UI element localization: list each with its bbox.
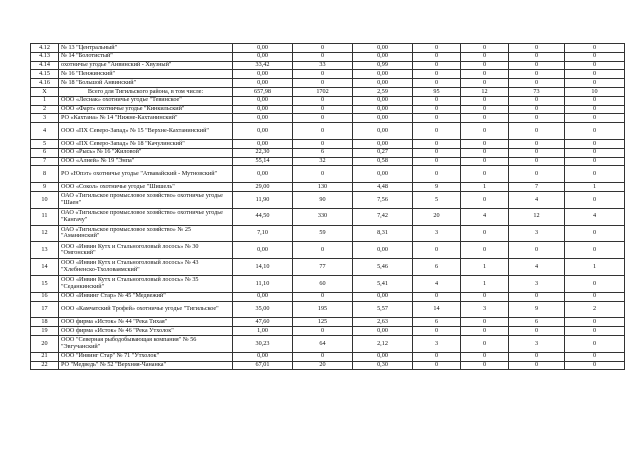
value-cell: 0,00 bbox=[233, 52, 293, 61]
row-name: ООО «Алней» № 19 "Энпа" bbox=[59, 157, 233, 166]
value-cell: 0,00 bbox=[353, 327, 413, 336]
value-cell: 0 bbox=[413, 148, 461, 157]
value-cell: 0,00 bbox=[353, 52, 413, 61]
value-cell: 0 bbox=[565, 52, 625, 61]
row-number: 3 bbox=[31, 114, 59, 123]
value-cell: 29,00 bbox=[233, 183, 293, 192]
table-row bbox=[31, 301, 625, 318]
data-table bbox=[30, 43, 625, 370]
value-cell: 0,00 bbox=[353, 292, 413, 301]
table-row bbox=[31, 44, 625, 53]
value-cell: 0 bbox=[565, 105, 625, 114]
value-cell: 0 bbox=[565, 79, 625, 88]
value-cell: 0 bbox=[461, 225, 509, 242]
document-page bbox=[30, 43, 624, 370]
value-cell: 11,90 bbox=[233, 191, 293, 208]
value-cell: 9 bbox=[509, 301, 565, 318]
value-cell: 6 bbox=[293, 148, 353, 157]
value-cell: 0,00 bbox=[353, 44, 413, 53]
value-cell: 0,00 bbox=[353, 123, 413, 140]
row-number: 10 bbox=[31, 191, 59, 208]
value-cell: 0,00 bbox=[233, 242, 293, 259]
value-cell: 0 bbox=[509, 105, 565, 114]
row-name: ООО «Инвин Кутх и Стальноголовый лосось» № 43 "Хлебненско-Тхоловаямский" bbox=[59, 259, 233, 276]
value-cell: 0 bbox=[413, 352, 461, 361]
row-number: 4 bbox=[31, 123, 59, 140]
value-cell: 0 bbox=[461, 139, 509, 148]
value-cell: 0 bbox=[293, 327, 353, 336]
value-cell: 9 bbox=[413, 183, 461, 192]
value-cell: 0,00 bbox=[233, 352, 293, 361]
value-cell: 0,00 bbox=[233, 166, 293, 183]
value-cell: 3 bbox=[509, 225, 565, 242]
value-cell: 20 bbox=[293, 361, 353, 370]
value-cell: 5 bbox=[413, 191, 461, 208]
value-cell: 3 bbox=[509, 335, 565, 352]
value-cell: 0,00 bbox=[233, 114, 293, 123]
value-cell: 0 bbox=[565, 361, 625, 370]
value-cell: 0 bbox=[509, 52, 565, 61]
value-cell: 0 bbox=[509, 114, 565, 123]
table-row bbox=[31, 96, 625, 105]
value-cell: 0 bbox=[461, 61, 509, 70]
value-cell: 0,99 bbox=[353, 61, 413, 70]
row-number: 1 bbox=[31, 96, 59, 105]
value-cell: 0 bbox=[413, 96, 461, 105]
row-number: 21 bbox=[31, 352, 59, 361]
value-cell: 0 bbox=[461, 352, 509, 361]
value-cell: 4 bbox=[565, 208, 625, 225]
value-cell: 44,50 bbox=[233, 208, 293, 225]
table-row bbox=[31, 114, 625, 123]
value-cell: 0 bbox=[509, 123, 565, 140]
value-cell: 4,48 bbox=[353, 183, 413, 192]
value-cell: 4 bbox=[509, 191, 565, 208]
row-name: ООО «Фарт» охотничье угодье "Кинкильский" bbox=[59, 105, 233, 114]
value-cell: 2,63 bbox=[353, 318, 413, 327]
value-cell: 0 bbox=[509, 352, 565, 361]
row-number: 19 bbox=[31, 327, 59, 336]
value-cell: 0 bbox=[413, 44, 461, 53]
row-number: 2 bbox=[31, 105, 59, 114]
value-cell: 0 bbox=[461, 70, 509, 79]
row-number: 4.14 bbox=[31, 61, 59, 70]
value-cell: 0 bbox=[293, 114, 353, 123]
table-row bbox=[31, 123, 625, 140]
row-name: ООО фирма «Исток» № 46 "Река Утхолок" bbox=[59, 327, 233, 336]
value-cell: 4 bbox=[509, 259, 565, 276]
value-cell: 657,98 bbox=[233, 87, 293, 96]
value-cell: 0 bbox=[413, 166, 461, 183]
value-cell: 330 bbox=[293, 208, 353, 225]
value-cell: 0 bbox=[565, 123, 625, 140]
row-name: ООО «ПХ Северо-Запад» № 18 "Качулинский" bbox=[59, 139, 233, 148]
value-cell: 3 bbox=[509, 275, 565, 292]
value-cell: 11,10 bbox=[233, 275, 293, 292]
value-cell: 33,42 bbox=[233, 61, 293, 70]
row-name: ООО «Инвин Кутх и Стальноголовый лосось» № 30 "Омгонский" bbox=[59, 242, 233, 259]
value-cell: 32 bbox=[293, 157, 353, 166]
row-number: 4.12 bbox=[31, 44, 59, 53]
table-row bbox=[31, 79, 625, 88]
value-cell: 0 bbox=[461, 123, 509, 140]
table-row bbox=[31, 242, 625, 259]
value-cell: 0 bbox=[565, 292, 625, 301]
value-cell: 0 bbox=[565, 191, 625, 208]
value-cell: 0,00 bbox=[353, 105, 413, 114]
row-name: ООО "Северная рыбодобывающая компания" № 56 "Эвгучанский" bbox=[59, 335, 233, 352]
value-cell: 0 bbox=[509, 148, 565, 157]
value-cell: 4 bbox=[413, 275, 461, 292]
table-row bbox=[31, 208, 625, 225]
value-cell: 0,00 bbox=[233, 105, 293, 114]
row-name: ООО «Рысь» № 16 "Жиловой" bbox=[59, 148, 233, 157]
value-cell: 6 bbox=[413, 259, 461, 276]
value-cell: 0,00 bbox=[233, 292, 293, 301]
value-cell: 0 bbox=[565, 275, 625, 292]
value-cell: 7 bbox=[509, 183, 565, 192]
value-cell: 0 bbox=[509, 61, 565, 70]
value-cell: 0,00 bbox=[353, 352, 413, 361]
value-cell: 0 bbox=[461, 52, 509, 61]
value-cell: 0 bbox=[461, 327, 509, 336]
table-row bbox=[31, 352, 625, 361]
value-cell: 0 bbox=[509, 327, 565, 336]
table-row bbox=[31, 105, 625, 114]
value-cell: 0,00 bbox=[353, 79, 413, 88]
row-name: РО «Кахтана» № 14 "Нижне-Кахтанинский" bbox=[59, 114, 233, 123]
value-cell: 1,00 bbox=[233, 327, 293, 336]
value-cell: 3 bbox=[413, 225, 461, 242]
value-cell: 0 bbox=[509, 157, 565, 166]
row-name: ООО «Камчатский Трофей» охотничье угодье "Тигильское" bbox=[59, 301, 233, 318]
value-cell: 0 bbox=[293, 352, 353, 361]
value-cell: 0,00 bbox=[353, 166, 413, 183]
value-cell: 5,57 bbox=[353, 301, 413, 318]
row-name: ООО «Сокол» охотничье угодье "Шишель" bbox=[59, 183, 233, 192]
value-cell: 0,00 bbox=[233, 123, 293, 140]
value-cell: 0 bbox=[565, 225, 625, 242]
value-cell: 0,00 bbox=[233, 70, 293, 79]
row-number: X bbox=[31, 87, 59, 96]
row-name: ОАО «Тигильское промысловое хозяйство» № 25 "Аманинский" bbox=[59, 225, 233, 242]
value-cell: 6 bbox=[413, 318, 461, 327]
value-cell: 0 bbox=[461, 242, 509, 259]
value-cell: 0,00 bbox=[233, 79, 293, 88]
value-cell: 0 bbox=[565, 166, 625, 183]
value-cell: 0 bbox=[413, 79, 461, 88]
table-row bbox=[31, 335, 625, 352]
value-cell: 47,60 bbox=[233, 318, 293, 327]
value-cell: 0 bbox=[565, 318, 625, 327]
row-name: ООО «ПХ Северо-Запад» № 15 "Верхне-Кахтанинский" bbox=[59, 123, 233, 140]
value-cell: 0 bbox=[461, 96, 509, 105]
row-name: ООО «Леснак» охотничье угодье "Тевинское" bbox=[59, 96, 233, 105]
table-row bbox=[31, 292, 625, 301]
row-number: 7 bbox=[31, 157, 59, 166]
value-cell: 5,46 bbox=[353, 259, 413, 276]
value-cell: 0 bbox=[461, 292, 509, 301]
value-cell: 35,00 bbox=[233, 301, 293, 318]
value-cell: 0 bbox=[565, 148, 625, 157]
value-cell: 0 bbox=[293, 139, 353, 148]
row-number: 22 bbox=[31, 361, 59, 370]
value-cell: 7,10 bbox=[233, 225, 293, 242]
value-cell: 0 bbox=[293, 70, 353, 79]
value-cell: 14,10 bbox=[233, 259, 293, 276]
table-row bbox=[31, 259, 625, 276]
value-cell: 0 bbox=[413, 139, 461, 148]
table-row bbox=[31, 52, 625, 61]
value-cell: 2,12 bbox=[353, 335, 413, 352]
value-cell: 0 bbox=[413, 361, 461, 370]
value-cell: 2 bbox=[565, 301, 625, 318]
value-cell: 60 bbox=[293, 275, 353, 292]
value-cell: 95 bbox=[413, 87, 461, 96]
value-cell: 0 bbox=[509, 44, 565, 53]
table-row bbox=[31, 139, 625, 148]
value-cell: 20 bbox=[413, 208, 461, 225]
row-number: 14 bbox=[31, 259, 59, 276]
row-name: охотничье угодье "Анвинский - Хвузный" bbox=[59, 61, 233, 70]
value-cell: 64 bbox=[293, 335, 353, 352]
value-cell: 130 bbox=[293, 183, 353, 192]
table-row bbox=[31, 361, 625, 370]
value-cell: 6 bbox=[509, 318, 565, 327]
value-cell: 0,00 bbox=[233, 96, 293, 105]
value-cell: 0 bbox=[461, 105, 509, 114]
value-cell: 55,14 bbox=[233, 157, 293, 166]
value-cell: 0 bbox=[413, 105, 461, 114]
value-cell: 0 bbox=[565, 352, 625, 361]
value-cell: 1 bbox=[461, 259, 509, 276]
row-number: 20 bbox=[31, 335, 59, 352]
row-number: 4.13 bbox=[31, 52, 59, 61]
value-cell: 0 bbox=[565, 44, 625, 53]
value-cell: 7,56 bbox=[353, 191, 413, 208]
value-cell: 0 bbox=[293, 105, 353, 114]
value-cell: 195 bbox=[293, 301, 353, 318]
value-cell: 7,42 bbox=[353, 208, 413, 225]
value-cell: 1 bbox=[461, 183, 509, 192]
value-cell: 0 bbox=[413, 52, 461, 61]
row-name: ООО «Инвинг Стар» № 45 "Медвежий" bbox=[59, 292, 233, 301]
value-cell: 0 bbox=[293, 79, 353, 88]
row-name: № 16 "Пенжинский" bbox=[59, 70, 233, 79]
value-cell: 22,30 bbox=[233, 148, 293, 157]
row-name: ООО фирма «Исток» № 44 "Река Тихая" bbox=[59, 318, 233, 327]
value-cell: 0 bbox=[413, 157, 461, 166]
table-row bbox=[31, 225, 625, 242]
value-cell: 0 bbox=[413, 61, 461, 70]
table-body bbox=[31, 44, 625, 370]
value-cell: 14 bbox=[413, 301, 461, 318]
value-cell: 12 bbox=[461, 87, 509, 96]
value-cell: 0 bbox=[413, 70, 461, 79]
value-cell: 30,23 bbox=[233, 335, 293, 352]
value-cell: 0 bbox=[461, 157, 509, 166]
table-row bbox=[31, 87, 625, 96]
value-cell: 0,00 bbox=[353, 139, 413, 148]
value-cell: 4 bbox=[461, 208, 509, 225]
row-number: 16 bbox=[31, 292, 59, 301]
value-cell: 0 bbox=[565, 157, 625, 166]
row-name: ОАО «Тигильское промысловое хозяйство» охотничье угодье "Шаен" bbox=[59, 191, 233, 208]
value-cell: 0 bbox=[293, 96, 353, 105]
row-number: 13 bbox=[31, 242, 59, 259]
row-number: 15 bbox=[31, 275, 59, 292]
row-name: РО "Медведь" № 52 "Верхняя-Чананка" bbox=[59, 361, 233, 370]
row-name: № 14 "Болотистый" bbox=[59, 52, 233, 61]
row-number: 17 bbox=[31, 301, 59, 318]
value-cell: 0 bbox=[293, 292, 353, 301]
row-number: 5 bbox=[31, 139, 59, 148]
table-row bbox=[31, 327, 625, 336]
row-name: № 18 "Большой Анвинский" bbox=[59, 79, 233, 88]
value-cell: 0,00 bbox=[233, 139, 293, 148]
value-cell: 59 bbox=[293, 225, 353, 242]
value-cell: 0 bbox=[413, 123, 461, 140]
value-cell: 1 bbox=[565, 183, 625, 192]
table-row bbox=[31, 61, 625, 70]
value-cell: 0 bbox=[565, 242, 625, 259]
table-row bbox=[31, 157, 625, 166]
value-cell: 0 bbox=[413, 292, 461, 301]
value-cell: 0,27 bbox=[353, 148, 413, 157]
value-cell: 0 bbox=[565, 96, 625, 105]
row-number: 8 bbox=[31, 166, 59, 183]
value-cell: 0 bbox=[461, 166, 509, 183]
table-row bbox=[31, 191, 625, 208]
value-cell: 12 bbox=[509, 208, 565, 225]
value-cell: 0 bbox=[509, 361, 565, 370]
table-row bbox=[31, 183, 625, 192]
table-row bbox=[31, 70, 625, 79]
table-row bbox=[31, 318, 625, 327]
value-cell: 0 bbox=[293, 123, 353, 140]
value-cell: 0 bbox=[461, 114, 509, 123]
row-number: 4.16 bbox=[31, 79, 59, 88]
row-number: 6 bbox=[31, 148, 59, 157]
value-cell: 0 bbox=[293, 52, 353, 61]
value-cell: 0 bbox=[461, 148, 509, 157]
row-name: № 13 "Центральный" bbox=[59, 44, 233, 53]
value-cell: 1 bbox=[461, 275, 509, 292]
value-cell: 0 bbox=[461, 361, 509, 370]
value-cell: 0,30 bbox=[353, 361, 413, 370]
value-cell: 0,00 bbox=[353, 242, 413, 259]
value-cell: 1702 bbox=[293, 87, 353, 96]
value-cell: 0 bbox=[461, 79, 509, 88]
value-cell: 0 bbox=[565, 114, 625, 123]
value-cell: 77 bbox=[293, 259, 353, 276]
value-cell: 0,00 bbox=[233, 44, 293, 53]
value-cell: 1 bbox=[565, 259, 625, 276]
value-cell: 0 bbox=[509, 166, 565, 183]
table-row bbox=[31, 148, 625, 157]
value-cell: 33 bbox=[293, 61, 353, 70]
row-name: ОАО «Тигильское промысловое хозяйство» охотничье угодье "Кангачу" bbox=[59, 208, 233, 225]
value-cell: 0 bbox=[565, 335, 625, 352]
value-cell: 0 bbox=[509, 70, 565, 79]
value-cell: 0 bbox=[565, 70, 625, 79]
row-number: 4.15 bbox=[31, 70, 59, 79]
value-cell: 3 bbox=[461, 301, 509, 318]
row-name: Всего для Тигильского района, в том числе: bbox=[59, 87, 233, 96]
value-cell: 0 bbox=[413, 242, 461, 259]
value-cell: 90 bbox=[293, 191, 353, 208]
row-number: 18 bbox=[31, 318, 59, 327]
value-cell: 0 bbox=[509, 242, 565, 259]
table-row bbox=[31, 166, 625, 183]
value-cell: 0 bbox=[293, 44, 353, 53]
value-cell: 125 bbox=[293, 318, 353, 327]
row-number: 12 bbox=[31, 225, 59, 242]
row-name: РО «Юпэт» охотничье угодье "Атвавайский - Мутновский" bbox=[59, 166, 233, 183]
value-cell: 3 bbox=[413, 335, 461, 352]
value-cell: 0 bbox=[293, 242, 353, 259]
value-cell: 0 bbox=[565, 139, 625, 148]
value-cell: 2,59 bbox=[353, 87, 413, 96]
value-cell: 0 bbox=[509, 79, 565, 88]
value-cell: 0 bbox=[461, 318, 509, 327]
value-cell: 0 bbox=[461, 335, 509, 352]
value-cell: 0 bbox=[461, 191, 509, 208]
value-cell: 0,00 bbox=[353, 114, 413, 123]
value-cell: 0 bbox=[293, 166, 353, 183]
value-cell: 0,00 bbox=[353, 96, 413, 105]
value-cell: 8,31 bbox=[353, 225, 413, 242]
value-cell: 0 bbox=[413, 327, 461, 336]
value-cell: 0 bbox=[565, 61, 625, 70]
value-cell: 10 bbox=[565, 87, 625, 96]
value-cell: 73 bbox=[509, 87, 565, 96]
value-cell: 5,41 bbox=[353, 275, 413, 292]
value-cell: 0 bbox=[509, 96, 565, 105]
row-number: 11 bbox=[31, 208, 59, 225]
row-name: ООО "Инвинг Стар" № 71 "Утхолок" bbox=[59, 352, 233, 361]
value-cell: 0 bbox=[509, 292, 565, 301]
row-name: ООО «Инвин Кутх и Стальноголовый лосось» № 35 "Седанкинский" bbox=[59, 275, 233, 292]
value-cell: 0 bbox=[461, 44, 509, 53]
row-number: 9 bbox=[31, 183, 59, 192]
value-cell: 0 bbox=[565, 327, 625, 336]
value-cell: 67,01 bbox=[233, 361, 293, 370]
table-row bbox=[31, 275, 625, 292]
value-cell: 0 bbox=[509, 139, 565, 148]
value-cell: 0 bbox=[413, 114, 461, 123]
value-cell: 0,00 bbox=[353, 70, 413, 79]
value-cell: 0,58 bbox=[353, 157, 413, 166]
